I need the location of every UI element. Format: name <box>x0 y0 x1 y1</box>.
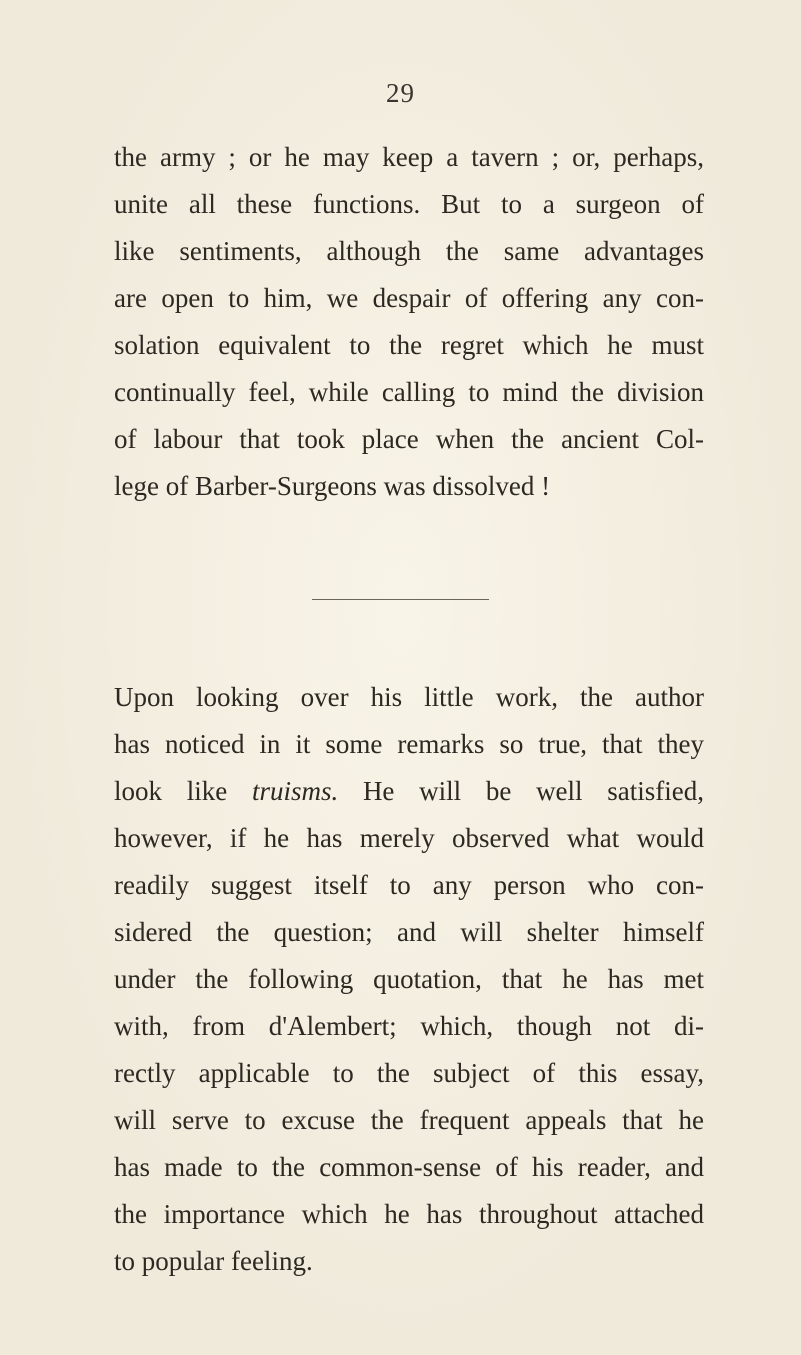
italic-word: truisms. <box>251 776 339 806</box>
text-line: the importance which he has throughout attached <box>114 1199 704 1229</box>
text-line: under the following quotation, that he has met <box>114 964 704 994</box>
paragraph-1 <box>114 134 704 510</box>
text-line: will serve to excuse the frequent appeals that he <box>114 1105 704 1135</box>
text-line: with, from d'Alembert; which, though not di- <box>114 1011 704 1041</box>
text-line: readily suggest itself to any person who con- <box>114 870 704 900</box>
text-line: like sentiments, although the same advantages <box>114 236 704 266</box>
text-line: are open to him, we despair of offering any con- <box>114 283 704 313</box>
text-line-with-italic <box>114 768 704 815</box>
page-number: 29 <box>386 78 415 108</box>
text-fragment: look like <box>114 776 228 806</box>
text-line: has made to the common-sense of his reader, and <box>114 1152 704 1182</box>
text-line: Upon looking over his little work, the author <box>114 682 704 712</box>
text-line: lege of Barber-Surgeons was dissolved ! <box>114 471 551 501</box>
text-line: the army ; or he may keep a tavern ; or, perhaps, <box>114 142 704 172</box>
text-line: however, if he has merely observed what would <box>114 823 704 853</box>
text-line: unite all these functions. But to a surgeon of <box>114 189 704 219</box>
paragraph-2 <box>114 674 704 1285</box>
text-line: of labour that took place when the ancient Col- <box>114 424 704 454</box>
section-divider <box>312 599 489 600</box>
text-line: sidered the question; and will shelter himself <box>114 917 704 947</box>
text-line: to popular feeling. <box>114 1246 313 1276</box>
text-line: rectly applicable to the subject of this essay, <box>114 1058 704 1088</box>
text-line: continually feel, while calling to mind the division <box>114 377 704 407</box>
text-line: has noticed in it some remarks so true, that they <box>114 729 704 759</box>
text-line: solation equivalent to the regret which he must <box>114 330 704 360</box>
text-fragment: He will be well satisfied, <box>362 776 704 806</box>
